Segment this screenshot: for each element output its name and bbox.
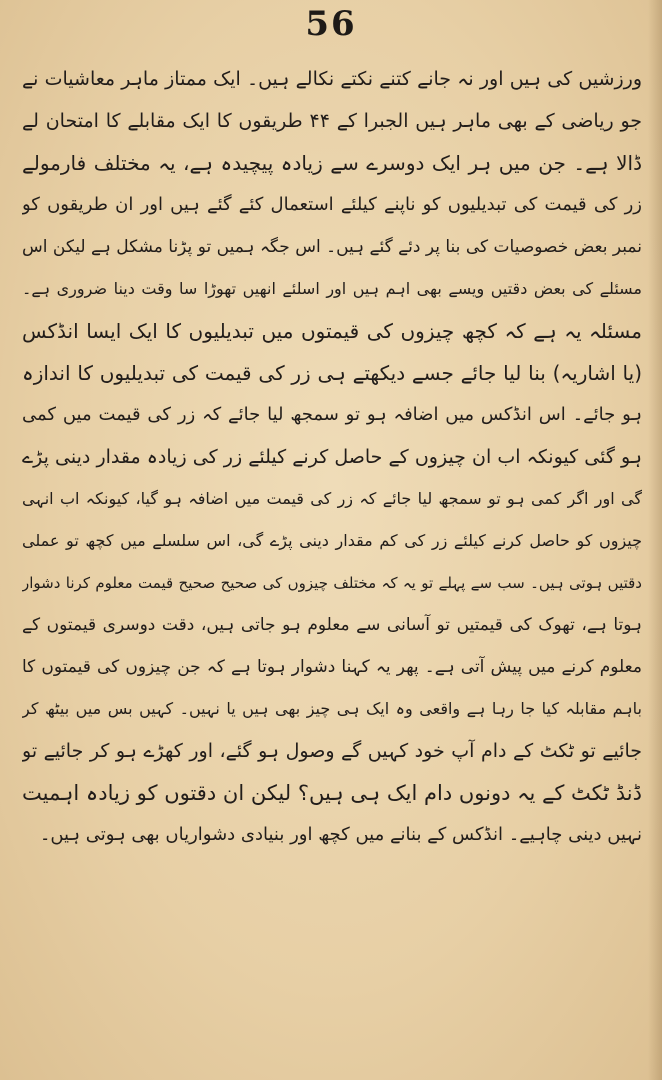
page-body-text — [22, 58, 642, 856]
text-line: ہو گئی کیونکہ اب ان چیزوں کے حاصل کرنے کیلئے زر کی زیادہ مقدار دینی پڑے — [22, 446, 642, 468]
text-line: چیزوں کو حاصل کرنے کیلئے زر کی کم مقدار دینی پڑے گی، اس سلسلے میں کچھ تو عملی — [22, 531, 642, 550]
text-line: ڈنڈ ٹکٹ کے یہ دونوں دام ایک ہی ہیں؟ لیکن ان دقتوں کو زیادہ اہمیت — [22, 781, 642, 805]
page-number: 56 — [305, 4, 357, 44]
text-line: ڈالا ہے۔ جن میں ہر ایک دوسرے سے زیادہ پیچیدہ ہے، یہ مختلف فارمولے — [22, 151, 642, 175]
text-line: (یا اشاریہ) بنا لیا جائے جسے دیکھتے ہی زر کی قیمت کی تبدیلیوں کا اندازہ — [22, 361, 642, 385]
text-line: مسئلے کی بعض دقتیں ویسے بھی اہم ہیں اور اسلئے انھیں تھوڑا سا وقت دینا ضروری ہے۔ — [22, 279, 642, 298]
text-line: زر کی قیمت کی تبدیلیوں کو ناپنے کیلئے استعمال کئے گئے ہیں اور ان طریقوں کو — [22, 194, 642, 215]
text-line: معلوم کرنے میں پیش آتی ہے۔ پھر یہ کہنا دشوار ہوتا ہے کہ جن چیزوں کی قیمتوں کا — [22, 657, 642, 677]
text-line: نہیں دینی چاہیے۔ انڈکس کے بنانے میں کچھ اور بنیادی دشواریاں بھی ہوتی ہیں۔ — [39, 824, 642, 845]
text-line: جائیے تو ٹکٹ کے دام آپ خود کہیں گے وصول ہو گئے، اور کھڑے ہو کر جائیے تو — [22, 740, 642, 762]
text-line: ہو جائے۔ اس انڈکس میں اضافہ ہو تو سمجھ لیا جائے کہ زر کی قیمت میں کمی — [22, 404, 642, 425]
text-line: نمبر بعض خصوصیات کی بنا پر دئے گئے ہیں۔ اس جگہ ہمیں تو پڑنا مشکل ہے لیکن اس — [22, 237, 642, 257]
text-line: ہوتا ہے، تھوک کی قیمتیں تو آسانی سے معلوم ہو جاتی ہیں، دقت دوسری قیمتوں کے — [22, 615, 642, 635]
text-line: ورزشیں کی ہیں اور نہ جانے کتنے نکتے نکالے ہیں۔ ایک ممتاز ماہر معاشیات نے — [22, 68, 642, 90]
text-line: گی اور اگر کمی ہو تو سمجھ لیا جائے کہ زر کی قیمت میں اضافہ ہو گیا، کیونکہ اب انہی — [22, 489, 642, 508]
page-edge-shadow — [648, 0, 662, 1080]
text-line: دقتیں ہوتی ہیں۔ سب سے پہلے تو یہ کہ مختلف چیزوں کی صحیح صحیح قیمت معلوم کرنا دشوار — [22, 574, 642, 592]
text-line: جو ریاضی کے بھی ماہر ہیں الجبرا کے ۴۴ طریقوں کا ایک مقابلے کا امتحان لے — [22, 110, 642, 132]
text-line: باہم مقابلہ کیا جا رہا ہے واقعی وہ ایک ہی چیز بھی ہیں یا نہیں۔ کہیں بس میں بیٹھ کر — [22, 699, 642, 718]
text-line: مسئلہ یہ ہے کہ کچھ چیزوں کی قیمتوں میں تبدیلیوں کا ایک ایسا انڈکس — [22, 319, 642, 343]
